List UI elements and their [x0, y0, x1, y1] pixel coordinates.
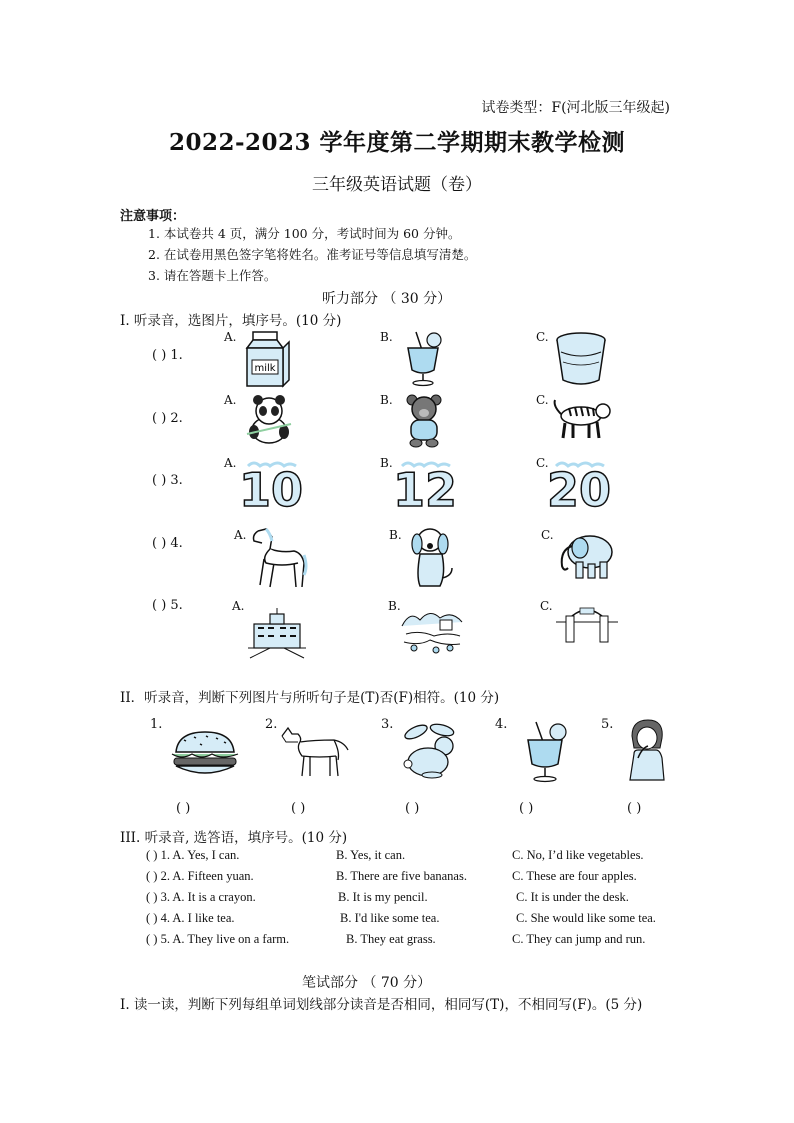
question-row-c: C. It is under the desk. — [516, 890, 629, 904]
option-label: C. — [536, 330, 549, 344]
panda-picture — [244, 394, 294, 446]
answer-blank[interactable]: ( ) 1. — [152, 348, 183, 363]
option-label: C. — [536, 393, 549, 407]
option-label: B. — [380, 330, 393, 344]
milk-carton-picture — [245, 330, 291, 388]
number-twenty-picture — [546, 460, 612, 517]
option-label: B. — [380, 456, 393, 470]
hamburger-picture — [170, 730, 240, 778]
milk-label-text: milk — [254, 363, 276, 374]
writing-part1-instruction: I. 读一读，判断下列每组单词划线部分读音是否相同，相同写(T)，不相同写(F)。(5 分) — [120, 997, 643, 1013]
question-row-a[interactable]: ( ) 2. A. Fifteen yuan. — [146, 869, 254, 883]
juice-glass-picture — [522, 722, 570, 782]
option-label: B. — [380, 393, 393, 407]
question-row-c: C. No, I’d like vegetables. — [512, 848, 644, 862]
rabbit-picture — [402, 720, 462, 780]
question-row-b: B. I'd like some tea. — [340, 911, 440, 925]
notice-item: 1. 本试卷共 4 页，满分 100 分，考试时间为 60 分钟。 — [148, 226, 461, 241]
number-text: 10 — [238, 463, 304, 517]
writing-section-heading: 笔试部分 （ 70 分） — [302, 975, 432, 991]
option-label: B. — [389, 528, 402, 542]
item-number: 5. — [601, 717, 614, 732]
answer-blank[interactable]: ( ) 4. — [152, 536, 183, 551]
option-label: A. — [224, 456, 237, 470]
option-label: A. — [224, 330, 237, 344]
answer-blank[interactable]: ( ) — [405, 801, 420, 816]
option-label: A. — [232, 599, 245, 613]
option-label: B. — [388, 599, 401, 613]
bear-picture — [404, 392, 444, 448]
item-number: 3. — [381, 717, 394, 732]
option-label: A. — [234, 528, 247, 542]
notice-item: 2. 在试卷用黑色签字笔将姓名。准考证号等信息填写清楚。 — [148, 247, 477, 262]
number-twelve-picture — [392, 460, 458, 517]
dog-picture — [408, 524, 454, 590]
question-row-a[interactable]: ( ) 3. A. It is a crayon. — [146, 890, 256, 904]
girl-picture — [624, 718, 670, 782]
notice-item: 3. 请在答题卡上作答。 — [148, 268, 277, 283]
item-number: 4. — [495, 717, 508, 732]
tiger-picture — [551, 398, 613, 440]
number-text: 12 — [392, 463, 458, 517]
question-row-c: C. They can jump and run. — [512, 932, 646, 946]
page-title: 2022-2023 学年度第二学期期末教学检测 — [168, 129, 626, 156]
listening-part1-instruction: I. 听录音，选图片，填序号。(10 分) — [120, 313, 342, 329]
listening-part2-instruction: II．听录音，判断下列图片与所听句子是(T)否(F)相符。(10 分) — [120, 690, 500, 706]
question-row-c: C. These are four apples. — [512, 869, 637, 883]
answer-blank[interactable]: ( ) — [627, 801, 642, 816]
question-row-b: B. Yes, it can. — [336, 848, 406, 862]
item-number: 1. — [150, 717, 163, 732]
answer-blank[interactable]: ( ) 3. — [152, 473, 183, 488]
listening-part3-instruction: III. 听录音, 选答语，填序号。(10 分) — [120, 830, 348, 846]
water-glass-picture — [553, 330, 609, 388]
answer-blank[interactable]: ( ) — [291, 801, 306, 816]
notice-heading: 注意事项： — [120, 209, 186, 224]
juice-glass-picture — [402, 330, 444, 386]
question-row-b: B. There are five bananas. — [336, 869, 467, 883]
page-subtitle: 三年级英语试题（卷） — [312, 175, 482, 195]
question-row-a[interactable]: ( ) 4. A. I like tea. — [146, 911, 235, 925]
answer-blank[interactable]: ( ) 2. — [152, 411, 183, 426]
item-number: 2. — [265, 717, 278, 732]
number-ten-picture — [238, 460, 304, 517]
farm-picture — [400, 606, 464, 656]
question-row-c: C. She would like some tea. — [516, 911, 656, 925]
listening-section-heading: 听力部分 （ 30 分） — [322, 291, 452, 307]
option-label: A. — [224, 393, 237, 407]
horse-picture — [248, 527, 308, 589]
park-gate-picture — [556, 604, 618, 644]
paper-type-label: 试卷类型：F(河北版三年级起) — [481, 100, 670, 116]
question-row-a[interactable]: ( ) 1. A. Yes, I can. — [146, 848, 240, 862]
question-row-b: B. They eat grass. — [346, 932, 436, 946]
option-label: C. — [536, 456, 549, 470]
wolf-picture — [280, 726, 352, 778]
elephant-picture — [558, 528, 616, 580]
answer-blank[interactable]: ( ) — [519, 801, 534, 816]
option-label: C. — [540, 599, 553, 613]
school-building-picture — [246, 608, 308, 660]
option-label: C. — [541, 528, 554, 542]
answer-blank[interactable]: ( ) — [176, 801, 191, 816]
question-row-b: B. It is my pencil. — [338, 890, 428, 904]
question-row-a[interactable]: ( ) 5. A. They live on a farm. — [146, 932, 290, 946]
answer-blank[interactable]: ( ) 5. — [152, 598, 183, 613]
number-text: 20 — [546, 463, 612, 517]
